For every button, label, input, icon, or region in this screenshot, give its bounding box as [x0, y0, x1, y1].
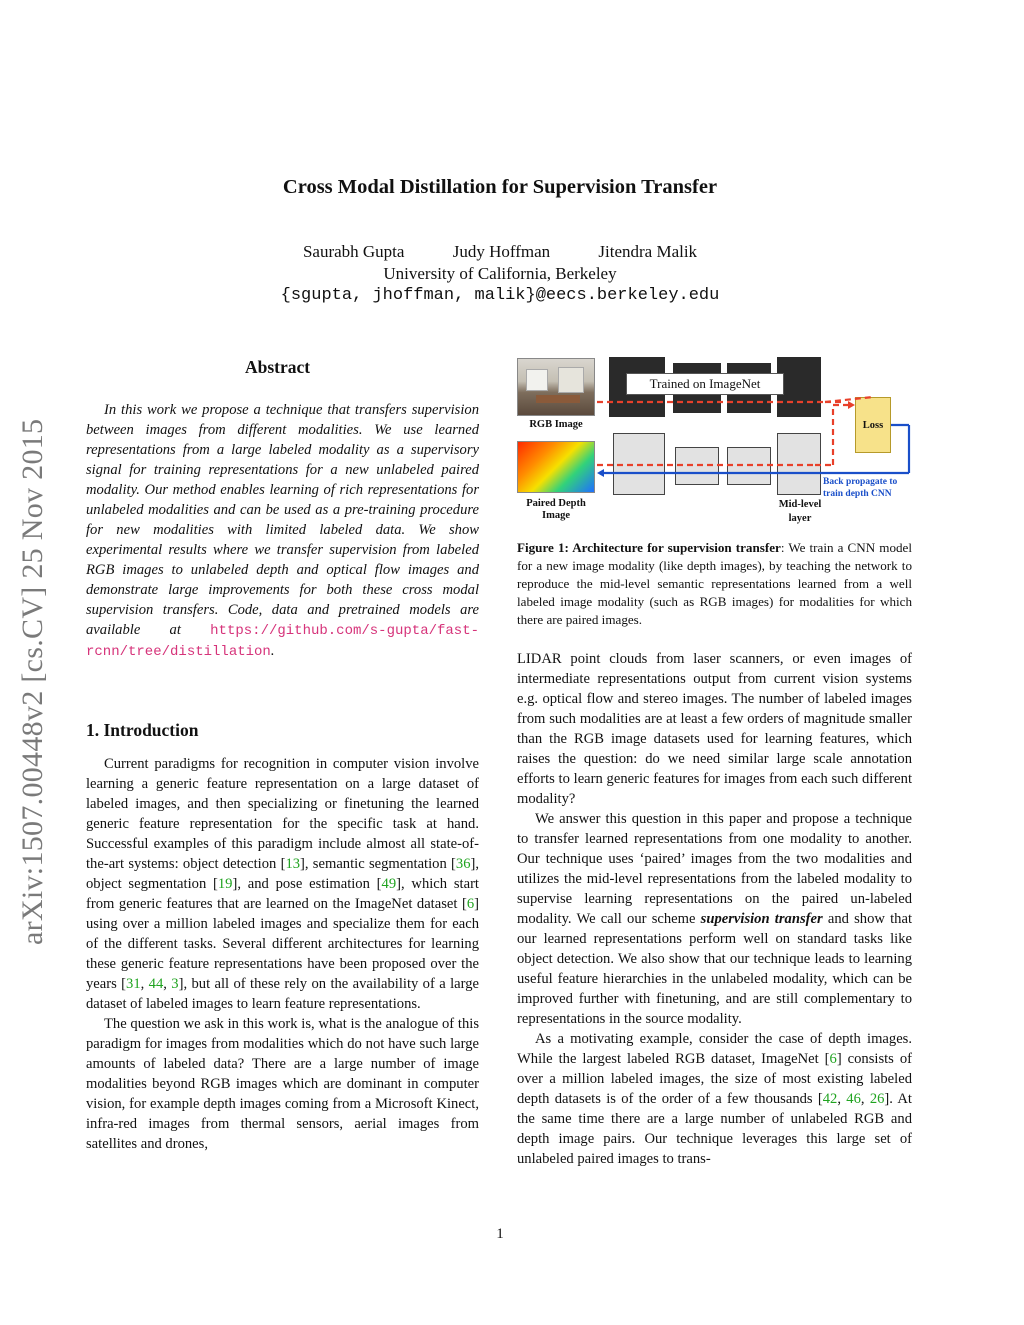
depth-image-label: Paired Depth Image [526, 498, 586, 521]
intro-body [86, 754, 479, 1154]
abstract-text: In this work we propose a technique that transfers supervision between images from different modalities. We use learned representations from a large labeled modality as a supervisory signal for training representations for a new unlabeled paired modality. Our method enables learning of rich representations for unlabeled modalities and can be used as a pre-training procedure for new modalities with limited labeled data. We show experimental results where we transfer supervision from labeled RGB images to unlabeled depth and optical flow images and demonstrate large improvements for both these cross modal supervision transfers. Code, data and pretrained models are available at [86, 402, 479, 638]
author-name: Judy Hoffman [452, 242, 551, 261]
intro-paragraph: Current paradigms for recognition in computer vision involve learning a generic feature representation on a large dataset of labeled images, and then specializing or finetuning the learned generic feature representation for the specific task at hand. Successful examples of this paradigm include almost all state-of-the-art systems: object detection [13], semantic segmentation [36], object segmentation [19], and pose estimation [49], which start from generic features that are learned on the ImageNet dataset [6] using over a million labeled images and specialize them for each of the different tasks. Several different architectures for learning these generic feature representations have been proposed over the years [31, 44, 3], but all of these rely on the availability of a large dataset of labeled images to learn feature representations. [86, 756, 479, 1012]
affiliation: University of California, Berkeley [383, 264, 617, 283]
midlevel-layer-label: Mid-level layer [778, 499, 822, 524]
text-run: ] using over a million labeled images and specialize them for each of the different tasks. Several different architectures for learning these generic feature representations have been proposed over the years [ [86, 896, 479, 992]
right-paragraph: As a motivating example, consider the case of depth images. While the largest labeled RGB dataset, ImageNet [6] consists of over a million labeled images, the size of most existing labeled depth datasets is of the order of a few thousands [42, 46, 26]. At the same time there are a large number of unlabeled RGB and depth image pairs. Our technique leverages this large set of unlabeled paired images to trans- [517, 1031, 912, 1167]
citation-link[interactable]: 31 [126, 976, 141, 992]
citation-link[interactable]: 19 [217, 876, 233, 892]
arxiv-stamp: arXiv:1507.00448v2 [cs.CV] 25 Nov 2015 [16, 418, 49, 945]
rgb-to-loss-arrow [825, 397, 873, 402]
citation-link[interactable]: 46 [846, 1091, 861, 1107]
author-name: Jitendra Malik [598, 242, 698, 261]
figure-1 [515, 355, 915, 530]
caption-text: : We train a CNN model for a new image modality (like depth images), by teaching the network to reproduce the mid-level semantic representations learned from a well labeled image modality (such as RGB images) for modalities for which there are paired images. [517, 540, 912, 627]
text-run: ] consists of over a million labeled images, the size of most existing labeled depth datasets is of the order of a few thousands [ [517, 1051, 912, 1107]
arrow-head [848, 401, 855, 409]
loss-label: Loss [862, 420, 884, 431]
text-run: We answer this question in this paper and propose a technique to transfer learned representations from one modality to another. Our technique uses ‘paired’ images from the two modalities and utilizes the mid-level representations from the labeled modality to supervise learning representations on the paired un-labeled modality. We call our scheme [517, 811, 912, 927]
figure-caption [517, 539, 912, 629]
right-paragraph: LIDAR point clouds from laser scanners, or even images of intermediate representations output from current vision systems e.g. optical flow and stereo images. The number of labeled images from such modalities are at least a few orders of magnitude smaller than the RGB image datasets used for learning features, which raises the question: do we need similar large scale annotation efforts to learn generic features for images from each such different modality? [517, 651, 912, 807]
right-paragraph [517, 809, 912, 1029]
citation-link[interactable]: 26 [869, 1091, 885, 1107]
emphasis: supervision transfer [700, 911, 823, 927]
author-block [0, 241, 1000, 307]
code-link[interactable]: https://github.com/s-gupta/fast-rcnn/tree/distillation [86, 623, 479, 660]
abstract-end: . [270, 643, 275, 659]
paper-title: Cross Modal Distillation for Supervision Transfer [282, 176, 718, 198]
author-names [0, 241, 1000, 263]
rgb-image-label: RGB Image [529, 419, 583, 430]
citation-link[interactable]: 49 [381, 876, 397, 892]
text-run: ], object segmentation [ [86, 856, 479, 892]
text-run: ]. At the same time there are a large number of unlabeled RGB and depth image pairs. Our technique leverages this large set of unlabeled paired images to trans- [517, 1091, 912, 1167]
backprop-label: Back propagate to train depth CNN [823, 477, 898, 499]
right-column-body [517, 649, 912, 1169]
arrow-head [597, 469, 604, 477]
text-run: ], and pose estimation [ [232, 876, 382, 892]
intro-paragraph: The question we ask in this work is, what is the analogue of this paradigm for images from modalities which do not have such large amounts of labeled data? There are a large number of image modalities beyond RGB images which are dominant in computer vision, for example depth images coming from a Microsoft Kinect, infra-red images from thermal sensors, aerial images from satellites and drones, [86, 1016, 479, 1152]
citation-link[interactable]: 3 [171, 976, 179, 992]
citation-link[interactable]: 36 [455, 856, 471, 872]
page-number: 1 [496, 1226, 504, 1242]
abstract-heading: Abstract [245, 357, 311, 377]
text-run: Current paradigms for recognition in computer vision involve learning a generic feature representation on a large dataset of labeled images, and then specializing or finetuning the learned generic feature representation for the specific task at hand. Successful examples of this paradigm include almost all state-of-the-art systems: object detection [ [86, 756, 479, 872]
caption-title: Figure 1: Architecture for supervision transfer [517, 540, 781, 555]
author-name: Saurabh Gupta [302, 242, 405, 261]
trained-on-imagenet-label: Trained on ImageNet [626, 373, 784, 395]
text-run: As a motivating example, consider the case of depth images. While the largest labeled RGB dataset, ImageNet [ [517, 1031, 912, 1067]
citation-link[interactable]: 6 [466, 896, 475, 912]
intro-heading: 1. Introduction [86, 720, 199, 740]
text-run: ], which start from generic features that are learned on the ImageNet dataset [ [86, 876, 479, 912]
figure-arrows [515, 355, 915, 530]
citation-link[interactable]: 42 [822, 1091, 838, 1107]
text-run: ], semantic segmentation [ [300, 856, 456, 872]
author-email: {sgupta, jhoffman, malik}@eecs.berkeley.edu [280, 286, 720, 305]
citation-link[interactable]: 44 [148, 976, 164, 992]
abstract-body [86, 400, 479, 662]
citation-link[interactable]: 13 [285, 856, 301, 872]
citation-link[interactable]: 6 [829, 1051, 837, 1067]
text-run: ], but all of these rely on the availability of a large dataset of labeled images to learn feature representations. [86, 976, 479, 1012]
text-run: and show that our learned representations perform well on standard tasks like object detection. We also show that our technique leads to learning useful feature hierarchies in the unlabeled modality, which can be improved further with finetuning, and are still complementary to representations in the source modality. [517, 911, 912, 1027]
